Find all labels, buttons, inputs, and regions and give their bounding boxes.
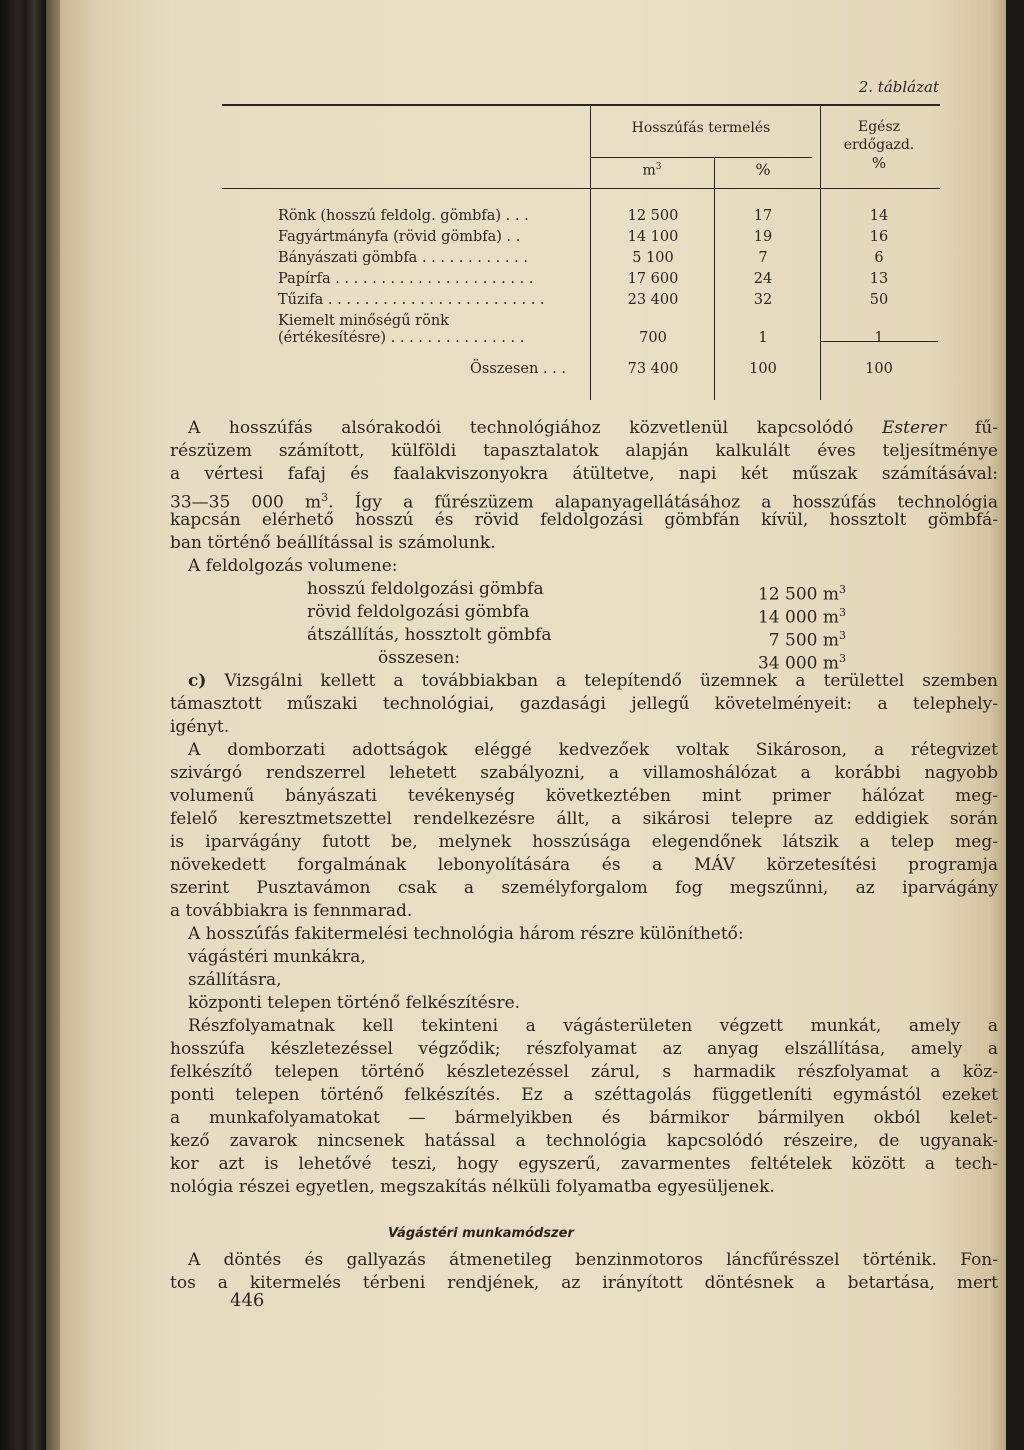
volume-label: rövid feldolgozási gömbfa bbox=[307, 602, 530, 622]
volume-value: 12 500 $m^3$ bbox=[757, 583, 846, 605]
text-line: A hosszúfás fakitermelési technológia három részre különíthető: bbox=[188, 924, 744, 944]
row-pct: 19 bbox=[753, 229, 773, 245]
table-header-rule bbox=[222, 188, 940, 189]
text-line: a továbbiakra is fennmarad. bbox=[170, 901, 413, 921]
volume-label: átszállítás, hossztolt gömbfa bbox=[307, 625, 552, 645]
text-line: szállításra, bbox=[188, 970, 282, 990]
row-m3: 700 bbox=[639, 330, 667, 346]
text-line: hosszúfa készletezéssel végződik; részfolyamat az anyag elszállítása, amely a bbox=[170, 1039, 998, 1059]
header-whole-forestry: Egész erdőgazd. % bbox=[843, 119, 915, 172]
total-m3: 73 400 bbox=[627, 361, 679, 377]
paragraph-site-requirements bbox=[170, 670, 998, 739]
text-line: ponti telepen történő felkészítés. Ez a széttagolás függetleníti egymástól ezeket bbox=[170, 1085, 998, 1105]
row-whole: 14 bbox=[869, 208, 889, 224]
volume-value: 34 000 $m^3$ bbox=[757, 652, 846, 674]
total-label: Összesen . . . bbox=[470, 361, 567, 377]
row-label: Rönk (hosszú feldolg. gömbfa) . . . bbox=[278, 208, 529, 224]
row-pct: 24 bbox=[753, 271, 773, 287]
volume-label: hosszú feldolgozási gömbfa bbox=[307, 579, 544, 599]
text-line: növekedett forgalmának lebonyolítására és a MÁV körzetesítési programja bbox=[170, 855, 998, 875]
text-line: volumenű bányászati tevékenység következtében mint primer hálózat meg- bbox=[170, 786, 998, 806]
row-whole: 6 bbox=[874, 250, 884, 266]
row-pct: 1 bbox=[758, 330, 768, 346]
table-row bbox=[220, 227, 940, 247]
volume-intro: A feldolgozás volumene: bbox=[188, 556, 398, 576]
volume-row bbox=[60, 624, 1006, 651]
table-total-row bbox=[220, 359, 940, 379]
text-line: A hosszúfás alsórakodói technológiához közvetlenül kapcsolódó Esterer fű- bbox=[188, 418, 999, 438]
text-line: igényt. bbox=[170, 717, 230, 737]
row-whole: 13 bbox=[869, 271, 889, 287]
row-label: Fagyártmányfa (rövid gömbfa) . . bbox=[278, 229, 521, 245]
book-spine bbox=[0, 0, 46, 1450]
text-line: központi telepen történő felkészítésre. bbox=[188, 993, 521, 1013]
header-m3: $m^3$ bbox=[642, 162, 662, 179]
text-line: szivárgó rendszerrel lehetett szabályozni, a villamoshálózat a korábbi nagyobb bbox=[170, 763, 998, 783]
text-line: kező zavarok nincsenek hatással a technológia kapcsolódó részeire, de ugyanak- bbox=[170, 1131, 998, 1151]
text-line: kapcsán elérhető hosszú és rövid feldolgozási gömbfán kívül, hossztolt gömbfá- bbox=[170, 510, 998, 530]
row-m3: 5 100 bbox=[632, 250, 674, 266]
text-line: szerint Pusztavámon csak a személyforgalom fog megszűnni, az iparvágány bbox=[170, 878, 998, 898]
row-m3: 23 400 bbox=[627, 292, 679, 308]
text-line: a vértesi fafaj és faalakviszonyokra átültetve, napi két műszak számításával: bbox=[170, 464, 998, 484]
total-pct: 100 bbox=[749, 361, 777, 377]
text-line: A döntés és gallyazás átmenetileg benzinmotoros láncfűrésszel történik. Fon- bbox=[188, 1250, 998, 1270]
row-label: Kiemelt minőségű rönk bbox=[278, 313, 449, 329]
volume-label: összesen: bbox=[378, 648, 461, 668]
text-line: Részfolyamatnak kell tekinteni a vágásterületen végzett munkát, amely a bbox=[188, 1016, 998, 1036]
text-line: is iparvágány futott be, melynek hosszúsága elegendőnek látszik a telep meg- bbox=[170, 832, 998, 852]
row-whole: 1 bbox=[874, 330, 884, 346]
table-caption: 2. táblázat bbox=[858, 78, 939, 96]
text-line: felkészítő telepen történő készletezéssel zárul, s harmadik részfolyamat a köz- bbox=[170, 1062, 998, 1082]
row-pct: 32 bbox=[753, 292, 773, 308]
volume-row bbox=[60, 578, 1006, 605]
text-line: c) Vizsgálni kellett a továbbiakban a telepítendő üzemnek a területtel szemben bbox=[188, 671, 998, 691]
header-long-timber-production: Hosszúfás termelés bbox=[631, 120, 771, 136]
text-line: felelő keresztmetszettel rendelkezésre állt, a sikárosi telepre az eddigiek során bbox=[170, 809, 998, 829]
row-pct: 7 bbox=[758, 250, 768, 266]
text-line: tos a kitermelés térbeni rendjének, az irányított döntésnek a betartása, mert bbox=[170, 1273, 998, 1293]
table-row bbox=[220, 269, 940, 289]
section-heading: Vágástéri munkamódszer bbox=[388, 1226, 574, 1241]
volume-value: 14 000 $m^3$ bbox=[757, 606, 846, 628]
row-label: Papírfa . . . . . . . . . . . . . . . . . . . . . . bbox=[278, 271, 534, 287]
total-whole: 100 bbox=[865, 361, 893, 377]
paragraph-felling bbox=[170, 1249, 998, 1295]
paragraph-sawmill bbox=[170, 417, 998, 555]
row-m3: 14 100 bbox=[627, 229, 679, 245]
table-row bbox=[220, 248, 940, 268]
text-line: nológia részei egyetlen, megszakítás nélküli folyamatba egyesüljenek. bbox=[170, 1177, 775, 1197]
row-pct: 17 bbox=[753, 208, 773, 224]
paragraph-terrain bbox=[170, 739, 998, 923]
row-whole: 16 bbox=[869, 229, 889, 245]
table-row bbox=[220, 328, 940, 348]
text-line: ban történő beállítással is számolunk. bbox=[170, 533, 496, 553]
text-line: a munkafolyamatokat — bármelyikben és bármikor bármilyen okból kelet- bbox=[170, 1108, 998, 1128]
paragraph-technology-parts bbox=[170, 923, 998, 1015]
row-m3: 17 600 bbox=[627, 271, 679, 287]
text-line: részüzem számított, külföldi tapasztalatok alapján kalkulált éves teljesítménye bbox=[170, 441, 998, 461]
text-line: 33—35 000 $m^3$. Így a fűrészüzem alapanyagellátásához a hosszúfás technológia bbox=[170, 491, 999, 513]
row-label: Bányászati gömbfa . . . . . . . . . . . . bbox=[278, 250, 528, 266]
text-line: kor azt is lehetővé teszi, hogy egyszerű, zavarmentes feltételek között a tech- bbox=[170, 1154, 998, 1174]
volume-row bbox=[60, 601, 1006, 628]
row-label: Tűzifa . . . . . . . . . . . . . . . . . . . . . . . . bbox=[278, 292, 545, 308]
paragraph-subprocesses bbox=[170, 1015, 998, 1199]
row-whole: 50 bbox=[869, 292, 889, 308]
row-m3: 12 500 bbox=[627, 208, 679, 224]
table-row bbox=[220, 206, 940, 226]
volume-value: 7 500 $m^3$ bbox=[768, 629, 846, 651]
row-label: (értékesítésre) . . . . . . . . . . . . . . . bbox=[278, 330, 525, 346]
text-line: támasztott műszaki technológiai, gazdasági jellegű követelményeit: a telephely- bbox=[170, 694, 998, 714]
page-number: 446 bbox=[230, 1290, 265, 1311]
table-top-rule bbox=[222, 104, 940, 106]
text-line: vágástéri munkákra, bbox=[188, 947, 366, 967]
header-percent: % bbox=[755, 160, 771, 179]
text-line: A domborzati adottságok eléggé kedvezőek voltak Sikároson, a rétegvizet bbox=[188, 740, 998, 760]
volume-total-row bbox=[60, 647, 1006, 674]
book-page bbox=[60, 0, 1006, 1450]
table-subheader-rule bbox=[590, 157, 812, 158]
table-row bbox=[220, 290, 940, 310]
